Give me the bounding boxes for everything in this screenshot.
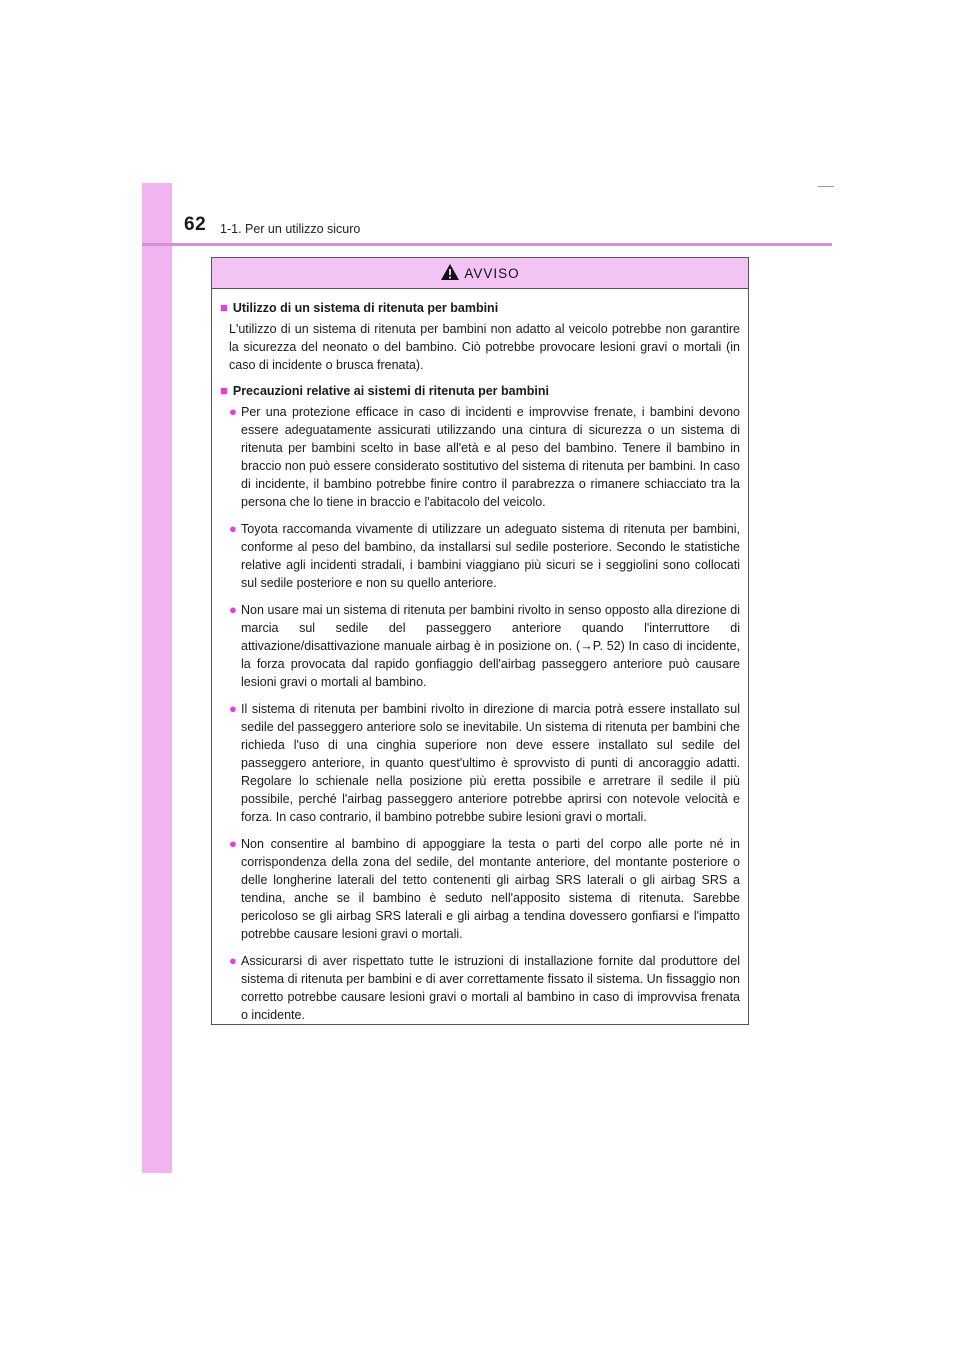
section-paragraph: L'utilizzo di un sistema di ritenuta per bambini non adatto al veicolo potrebbe non garantire la sicurezza del neonato o del bambino. Ciò potrebbe provocare lesioni gravi o mortali (in caso di incidente o brusca frenata). xyxy=(229,322,740,372)
dot-bullet-icon: ● xyxy=(229,701,237,716)
warning-title: AVVISO xyxy=(464,265,520,281)
chapter-side-tab xyxy=(142,183,172,1173)
bullet-item xyxy=(229,835,740,943)
bullet-text: Non consentire al bambino di appoggiare la testa o parti del corpo alle porte né in corrispondenza della zona del sedile, del montante anteriore, del montante posteriore o delle longherine laterali del tetto contenenti gli airbag SRS laterali o gli airbag SRS a tendina, anche se il bambino è seduto nell'apposito sistema di ritenuta. Sarebbe pericoloso se gli airbag SRS laterali e gli airbag a tendina dovessero gonfiarsi e l'impatto potrebbe causare lesioni gravi o mortali. xyxy=(241,837,740,941)
warning-header xyxy=(212,258,748,289)
corner-mark xyxy=(818,186,834,187)
bullet-text: Il sistema di ritenuta per bambini rivolto in direzione di marcia potrà essere installato sul sedile del passeggero anteriore solo se inevitabile. Un sistema di ritenuta per bambini che richieda l'uso di una cinghia superiore non deve essere installato sul sedile del passeggero anteriore, in quanto quest'ultimo è sprovvisto di punti di ancoraggio adatti. Regolare lo schienale nella posizione più eretta possibile e arretrare il sedile il più possibile, perché l'airbag passeggero anteriore potrebbe aprirsi con notevole velocità e forza. In caso contrario, il bambino potrebbe subire lesioni gravi o mortali. xyxy=(241,702,740,824)
dot-bullet-icon: ● xyxy=(229,953,237,968)
warning-body xyxy=(212,289,748,1024)
bullet-item xyxy=(229,520,740,592)
bullet-item xyxy=(229,952,740,1024)
page-number: 62 xyxy=(184,214,207,235)
section-precautions xyxy=(220,383,740,1024)
warning-box xyxy=(211,257,749,1025)
header-rule xyxy=(142,243,832,246)
dot-bullet-icon: ● xyxy=(229,404,237,419)
section-heading-text: Utilizzo di un sistema di ritenuta per bambini xyxy=(232,301,499,315)
section-heading xyxy=(220,383,740,399)
bullet-text: Per una protezione efficace in caso di incidenti e improvvise frenate, i bambini devono essere adeguatamente assicurati utilizzando una cintura di sicurezza o un sistema di ritenuta per bambini scelto in base all'età e al peso del bambino. Tenere il bambino in braccio non può essere considerato sostitutivo del sistema di ritenuta per bambini. In caso di incidente, il bambino potrebbe finire contro il parabrezza o rimanere schiacciato tra la persona che lo tiene in braccio e l'abitacolo del veicolo. xyxy=(241,405,740,509)
bullet-text: Toyota raccomanda vivamente di utilizzare un adeguato sistema di ritenuta per bambini, conforme al peso del bambino, da installarsi sul sedile posteriore. Secondo le statistiche relative agli incidenti stradali, i bambini viaggiano più sicuri se i seggiolini sono collocati sul sedile posteriore e non su quello anteriore. xyxy=(241,522,740,590)
section-heading xyxy=(220,300,740,316)
dot-bullet-icon: ● xyxy=(229,602,237,617)
dot-bullet-icon: ● xyxy=(229,836,237,851)
square-bullet-icon: ■ xyxy=(220,300,228,315)
bullet-item xyxy=(229,601,740,691)
section-heading-text: Precauzioni relative ai sistemi di ritenuta per bambini xyxy=(232,384,549,398)
section-child-restraint-use xyxy=(220,300,740,374)
bullet-text: Non usare mai un sistema di ritenuta per bambini rivolto in senso opposto alla direzione di marcia sul sedile del passeggero anteriore quando l'interruttore di attivazione/disattivazione manuale airbag è in posizione on. (→P. 52) In caso di incidente, la forza provocata dal rapido gonfiaggio dell'airbag passeggero anteriore può causare lesioni gravi o mortali al bambino. xyxy=(241,603,740,689)
dot-bullet-icon: ● xyxy=(229,521,237,536)
section-title: 1-1. Per un utilizzo sicuro xyxy=(220,222,361,236)
square-bullet-icon: ■ xyxy=(220,383,228,398)
warning-triangle-icon xyxy=(440,263,460,281)
bullet-text: Assicurarsi di aver rispettato tutte le istruzioni di installazione fornite dal produttore del sistema di ritenuta per bambini e di aver correttamente fissato il sistema. Un fissaggio non corretto potrebbe causare lesioni gravi o mortali al bambino in caso di improvvisa frenata o incidente. xyxy=(241,954,740,1022)
bullet-item xyxy=(229,403,740,511)
bullet-item xyxy=(229,700,740,826)
